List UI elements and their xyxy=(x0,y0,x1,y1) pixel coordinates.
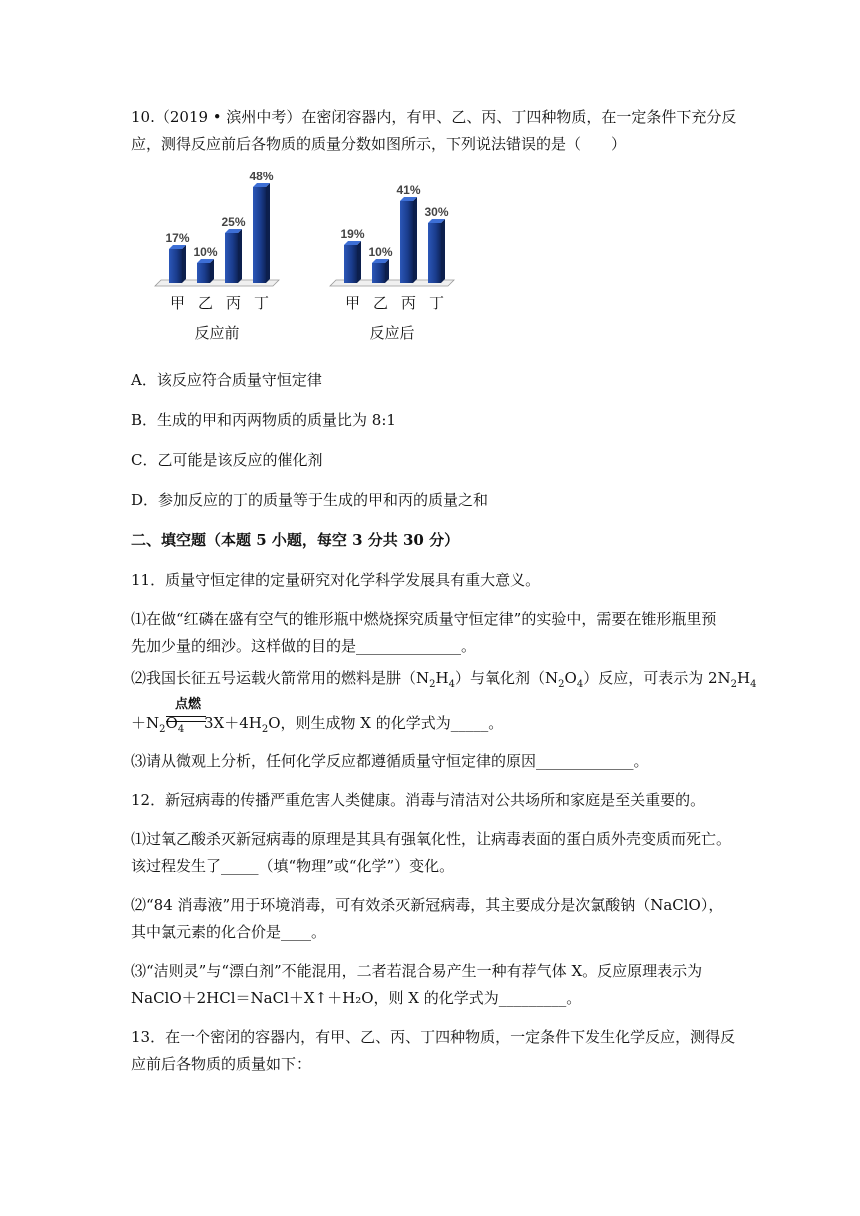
bar-side xyxy=(385,259,389,283)
bar-side xyxy=(357,241,361,283)
category-label: 丙 xyxy=(225,294,242,312)
option-d: D．参加反应的丁的质量等于生成的甲和丙的质量之和 xyxy=(131,491,489,509)
bar-side xyxy=(210,259,214,283)
q13-line-2: 应前后各物质的质量如下： xyxy=(131,1055,312,1073)
chart-title: 反应后 xyxy=(369,324,415,342)
option-b: B．生成的甲和丙两物质的质量比为 8:1 xyxy=(131,411,396,429)
bar-data-label: 30% xyxy=(424,205,449,219)
bar-data-label: 17% xyxy=(165,231,190,245)
bar-side xyxy=(441,219,445,283)
bar-data-label: 48% xyxy=(249,172,274,183)
bar-data-label: 25% xyxy=(221,215,246,229)
bar xyxy=(225,233,238,283)
q11-part2-line-1: ⑵我国长征五号运载火箭常用的燃料是肼$(N_2H_4)$与氧化剂$(N_2O_4)$反应，可表示为 $2N_2H_4$ xyxy=(131,669,757,690)
category-label: 乙 xyxy=(372,294,389,312)
q11-stem: 11．质量守恒定律的定量研究对化学科学发展具有重大意义。 xyxy=(131,571,541,589)
q12-part1-line-2: 该过程发生了_____（填“物理”或“化学”）变化。 xyxy=(131,857,455,875)
category-label: 丁 xyxy=(428,294,445,312)
section-2-heading: 二、填空题（本题 5 小题，每空 3 分共 30 分） xyxy=(131,531,460,549)
chart-1 xyxy=(155,172,279,342)
q11-part1-line-1: ⑴在做“红磷在盛有空气的锥形瓶中燃烧探究质量守恒定律”的实验中，需要在锥形瓶里预 xyxy=(131,610,717,628)
bar-side xyxy=(413,197,417,283)
bar xyxy=(372,263,385,283)
bar-data-label: 19% xyxy=(340,227,365,241)
option-c: C．乙可能是该反应的催化剂 xyxy=(131,451,323,469)
q11-part1-line-2: 先加少量的细沙。这样做的目的是______________。 xyxy=(131,637,477,655)
bar xyxy=(197,263,210,283)
chart-title: 反应前 xyxy=(194,324,240,342)
bar xyxy=(428,223,441,283)
bar-side xyxy=(266,183,270,283)
bar-charts xyxy=(150,172,480,352)
q12-part3-line-1: ⑶“洁则灵”与“漂白剂”不能混用，二者若混合易产生一种有荐气体 X。反应原理表示为 xyxy=(131,962,703,980)
q12-part2-line-2: 其中氯元素的化合价是____。 xyxy=(131,923,327,941)
ignite-condition: 点燃 xyxy=(174,697,201,712)
q11-part3: ⑶请从微观上分析，任何化学反应都遵循质量守恒定律的原因_____________。 xyxy=(131,752,649,770)
q12-part3-line-2: NaClO＋2HCl＝NaCl＋X↑＋H₂O，则 X 的化学式为_________。 xyxy=(131,989,582,1007)
chart-2 xyxy=(330,183,454,342)
bar-side xyxy=(182,245,186,283)
q13-line-1: 13．在一个密闭的容器内，有甲、乙、丙、丁四种物质，一定条件下发生化学反应，测得反 xyxy=(131,1028,736,1046)
category-label: 丁 xyxy=(253,294,270,312)
category-label: 甲 xyxy=(344,294,361,312)
bar-data-label: 10% xyxy=(368,245,393,259)
bar-charts-svg xyxy=(150,172,480,352)
bar xyxy=(169,249,182,283)
category-label: 丙 xyxy=(400,294,417,312)
q12-part2-line-1: ⑵“84 消毒液”用于环境消毒，可有效杀灭新冠病毒，其主要成分是次氯酸钠（NaClO）， xyxy=(131,896,724,914)
q12-stem: 12．新冠病毒的传播严重危害人类健康。消毒与清洁对公共场所和家庭是至关重要的。 xyxy=(131,791,706,809)
bar-side xyxy=(238,229,242,283)
q10-line-2: 应，测得反应前后各物质的质量分数如图所示，下列说法错误的是（ ） xyxy=(131,135,627,153)
q12-part1-line-1: ⑴过氧乙酸杀灭新冠病毒的原理是其具有强氧化性，让病毒表面的蛋白质外壳变质而死亡。 xyxy=(131,830,732,848)
bar xyxy=(400,201,413,283)
bar-data-label: 10% xyxy=(193,245,218,259)
category-label: 乙 xyxy=(197,294,214,312)
bar xyxy=(253,187,266,283)
category-label: 甲 xyxy=(169,294,186,312)
q11-part2-line-2: $+N_2O_4$ $3X+4H_2O$，则生成物 X 的化学式为_____。 xyxy=(131,714,504,735)
option-a: A．该反应符合质量守恒定律 xyxy=(131,371,322,389)
q10-line-1: 10.（2019 • 滨州中考）在密闭容器内，有甲、乙、丙、丁四种物质，在一定条件下充分反 xyxy=(131,108,737,126)
bar xyxy=(344,245,357,283)
bar-data-label: 41% xyxy=(396,183,421,197)
